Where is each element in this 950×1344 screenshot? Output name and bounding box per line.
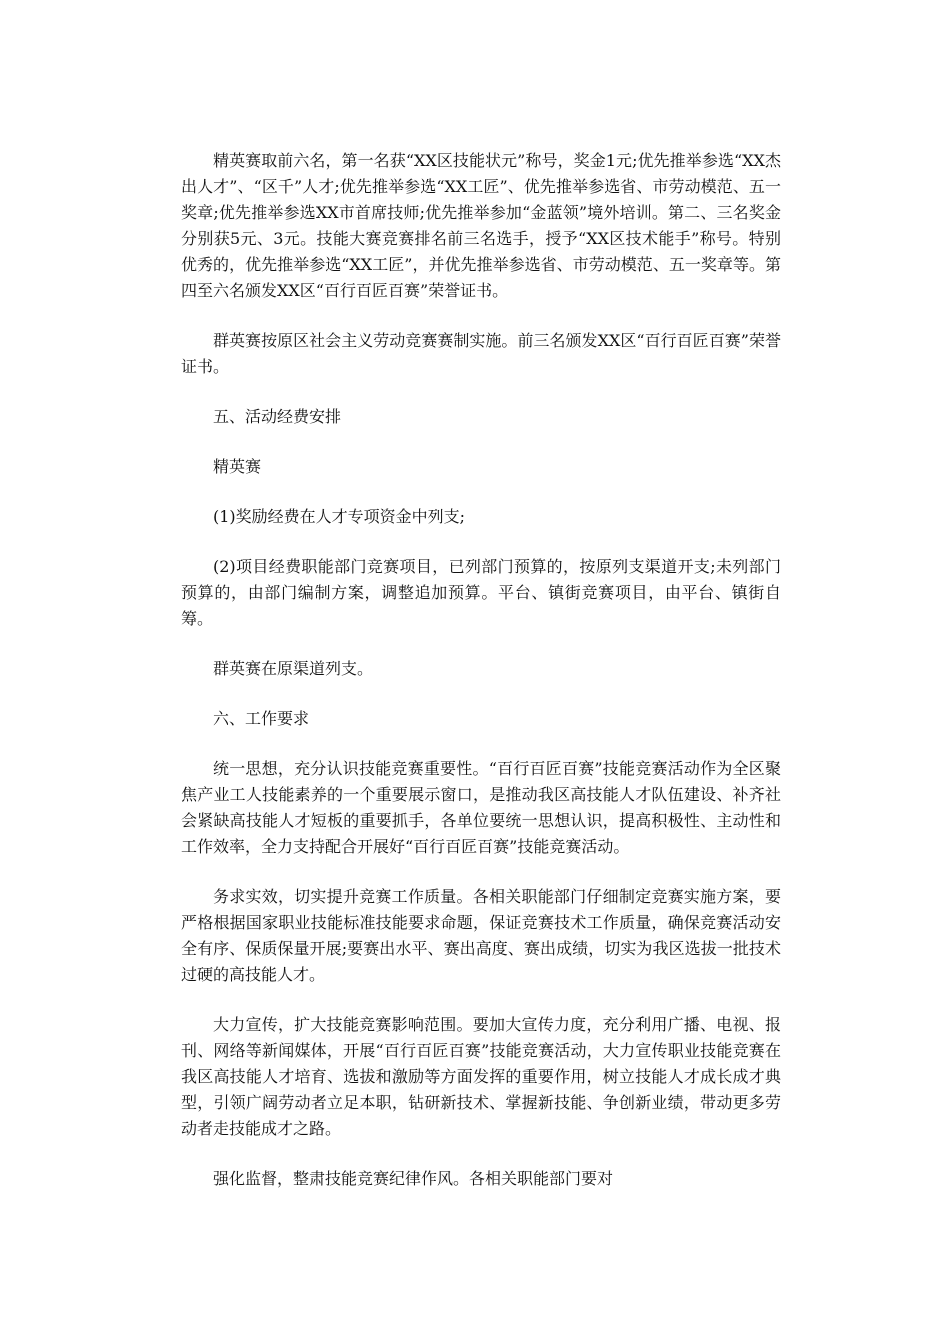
paragraph-elite-awards: 精英赛取前六名，第一名获“XX区技能状元”称号，奖金1元;优先推举参选“XX杰出人才”、“区千”人才;优先推举参选“XX工匠”、优先推举参选省、市劳动模范、五一奖章;优先推举参选XX市首席技师;优先推举参加“金蓝领”境外培训。第二、三名奖金分别获5元、3元。技能大赛竞赛排名前三名选手，授予“XX区技术能手”称号。特别优秀的，优先推举参选“XX工匠”，并优先推举参选省、市劳动模范、五一奖章等。第四至六名颁发XX区“百行百匠百赛”荣誉证书。: [181, 151, 781, 300]
document-body: [181, 148, 781, 1216]
section-heading-requirements: 六、工作要求: [213, 709, 310, 728]
section-heading-funding: 五、活动经费安排: [213, 407, 342, 426]
paragraph-requirement-unify: 统一思想，充分认识技能竞赛重要性。“百行百匠百赛”技能竞赛活动作为全区聚焦产业工人技能素养的一个重要展示窗口，是推动我区高技能人才队伍建设、补齐社会紧缺高技能人才短板的重要抓手，各单位要统一思想认识，提高积极性、主动性和工作效率，全力支持配合开展好“百行百匠百赛”技能竞赛活动。: [181, 759, 781, 856]
paragraph-requirement-quality: 务求实效，切实提升竞赛工作质量。各相关职能部门仔细制定竞赛实施方案，要严格根据国家职业技能标准技能要求命题，保证竞赛技术工作质量，确保竞赛活动安全有序、保质保量开展;要赛出水平、赛出高度、赛出成绩，切实为我区选拔一批技术过硬的高技能人才。: [181, 887, 781, 984]
paragraph-requirement-publicity: 大力宣传，扩大技能竞赛影响范围。要加大宣传力度，充分利用广播、电视、报刊、网络等新闻媒体，开展“百行百匠百赛”技能竞赛活动，大力宣传职业技能竞赛在我区高技能人才培育、选拔和激励等方面发挥的重要作用，树立技能人才成长成才典型，引领广阔劳动者立足本职，钻研新技术、掌握新技能、争创新业绩，带动更多劳动者走技能成才之路。: [181, 1015, 781, 1138]
paragraph-requirement-supervision: 强化监督，整肃技能竞赛纪律作风。各相关职能部门要对: [213, 1169, 614, 1188]
paragraph-funding-item-1: (1)奖励经费在人才专项资金中列支;: [213, 507, 466, 526]
paragraph-group-funding: 群英赛在原渠道列支。: [213, 659, 374, 678]
paragraph-group-awards: 群英赛按原区社会主义劳动竞赛赛制实施。前三名颁发XX区“百行百匠百赛”荣誉证书。: [181, 331, 781, 376]
subheading-elite: 精英赛: [213, 457, 262, 476]
paragraph-funding-item-2: (2)项目经费职能部门竞赛项目，已列部门预算的，按原列支渠道开支;未列部门预算的，由部门编制方案，调整追加预算。平台、镇街竞赛项目，由平台、镇街自筹。: [181, 557, 781, 628]
